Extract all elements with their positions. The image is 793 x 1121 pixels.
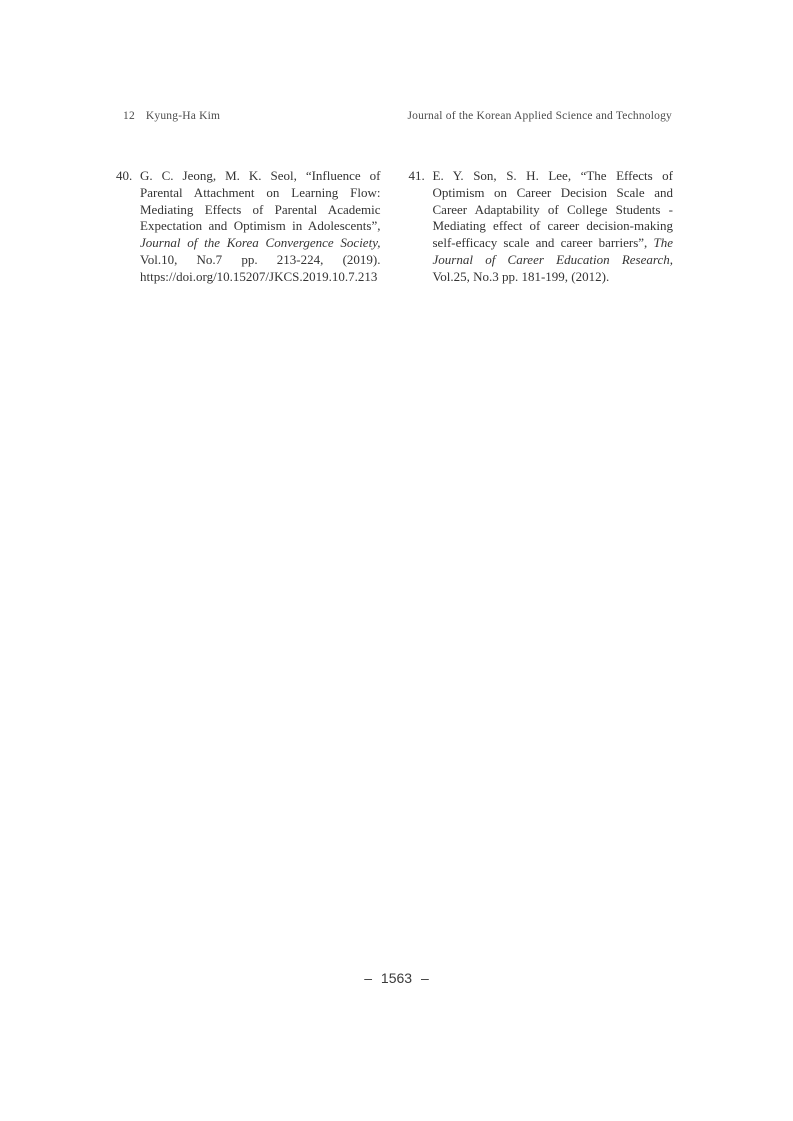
reference-line <box>140 185 381 202</box>
journal-name-italic: The <box>653 235 673 250</box>
reference-line <box>140 168 381 185</box>
reference-line <box>433 185 674 202</box>
reference-line-text: Expectation and Optimism in Adolescents”, <box>140 218 381 234</box>
reference-line <box>140 252 381 269</box>
reference-line-text: Parental Attachment on Learning Flow: <box>140 184 381 200</box>
header-page-number: 12 <box>123 110 135 122</box>
reference-line <box>433 202 674 219</box>
header-left <box>123 110 220 122</box>
references-section <box>116 168 673 285</box>
reference-line-text: Optimism on Career Decision Scale and <box>432 184 673 200</box>
reference-line <box>140 202 381 219</box>
reference-text <box>140 168 381 285</box>
reference-line <box>140 269 381 286</box>
reference-line-text: Vol.25, No.3 pp. 181-199, (2012). <box>432 268 610 284</box>
reference-line-text: G. C. Jeong, M. K. Seol, “Influence of <box>140 168 381 183</box>
doi-url: https://doi.org/10.15207/JKCS.2019.10.7.213 <box>140 268 378 284</box>
journal-name-italic: Journal of Career Education Research, <box>432 251 673 267</box>
reference-line <box>140 235 381 252</box>
reference-line <box>433 218 674 235</box>
footer-page-number: – 1563 – <box>364 970 429 986</box>
reference-line-text: E. Y. Son, S. H. Lee, “The Effects of <box>432 168 673 183</box>
header-journal-title: Journal of the Korean Applied Science and Technology <box>407 110 672 122</box>
reference-item-40 <box>116 168 381 285</box>
reference-number: 41. <box>408 168 425 183</box>
reference-line-text: Mediating Effects of Parental Academic <box>140 201 381 217</box>
reference-number: 40. <box>116 168 133 183</box>
reference-line-text: Vol.10, No.7 pp. 213-224, (2019). <box>140 251 381 267</box>
reference-line-text: Career Adaptability of College Students - <box>432 201 673 217</box>
reference-line <box>433 269 674 286</box>
header-author: Kyung-Ha Kim <box>145 110 221 122</box>
page-footer <box>0 970 793 986</box>
reference-line <box>433 252 674 269</box>
reference-line <box>433 168 674 185</box>
reference-line <box>433 235 674 252</box>
reference-line <box>140 218 381 235</box>
reference-line-text: self-efficacy scale and career barriers”, <box>432 235 654 250</box>
page-header <box>123 110 672 122</box>
reference-item-41 <box>409 168 674 285</box>
journal-name-italic: Journal of the Korea Convergence Society, <box>140 235 381 250</box>
reference-text <box>433 168 674 285</box>
reference-line-text: Mediating effect of career decision-making <box>432 218 673 234</box>
